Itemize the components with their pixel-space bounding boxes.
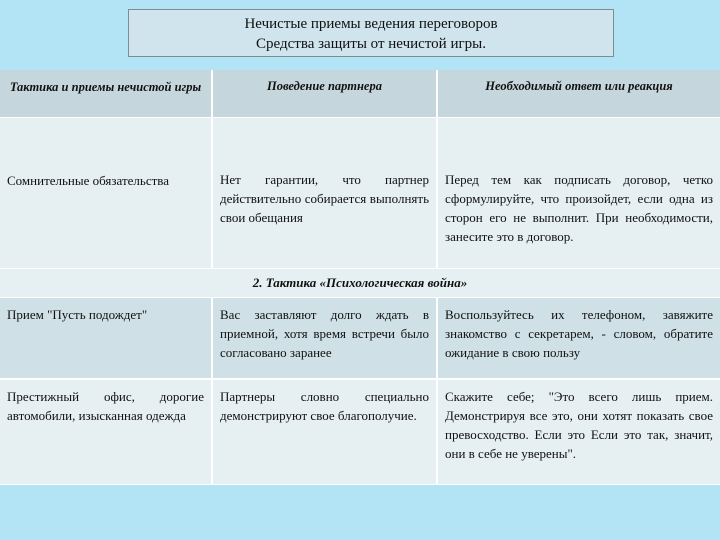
header-tactic: Тактика и приемы нечистой игры [0, 70, 213, 118]
table-row [0, 298, 720, 380]
cell-tactic: Прием "Пусть подождет" [0, 298, 213, 380]
cell-response: Перед тем как подписать договор, четко сформулируйте, что произойдет, если одна из сторон его не выполнит. При необходимости, занесите это в договор. [438, 118, 720, 269]
header-response: Необходимый ответ или реакция [438, 70, 720, 118]
cell-behavior: Нет гарантии, что партнер действительно собирается выполнять свои обещания [213, 118, 438, 269]
tactics-table [0, 70, 720, 485]
slide-title-line-2: Средства защиты от нечистой игры. [256, 36, 486, 52]
cell-behavior: Партнеры словно специально демонстрируют свое благополучие. [213, 380, 438, 485]
section-2-title: 2. Тактика «Психологическая война» [0, 269, 720, 298]
slide-title-line-1: Нечистые приемы ведения переговоров [244, 16, 498, 32]
cell-tactic: Престижный офис, дорогие автомобили, изысканная одежда [0, 380, 213, 485]
table-row [0, 380, 720, 485]
cell-behavior: Вас заставляют долго ждать в приемной, хотя время встречи было согласовано заранее [213, 298, 438, 380]
cell-response: Воспользуйтесь их телефоном, завяжите знакомство с секретарем, - словом, обратите ожидание в свою пользу [438, 298, 720, 380]
header-behavior: Поведение партнера [213, 70, 438, 118]
table-header-row [0, 70, 720, 118]
cell-response: Скажите себе; "Это всего лишь прием. Демонстрируя все это, они хотят показать свое превосходство. Если это Если это так, значит, они в себе не уверены". [438, 380, 720, 485]
table-row [0, 118, 720, 269]
slide-title-box [128, 9, 614, 57]
cell-tactic: Сомнительные обязательства [0, 118, 213, 269]
